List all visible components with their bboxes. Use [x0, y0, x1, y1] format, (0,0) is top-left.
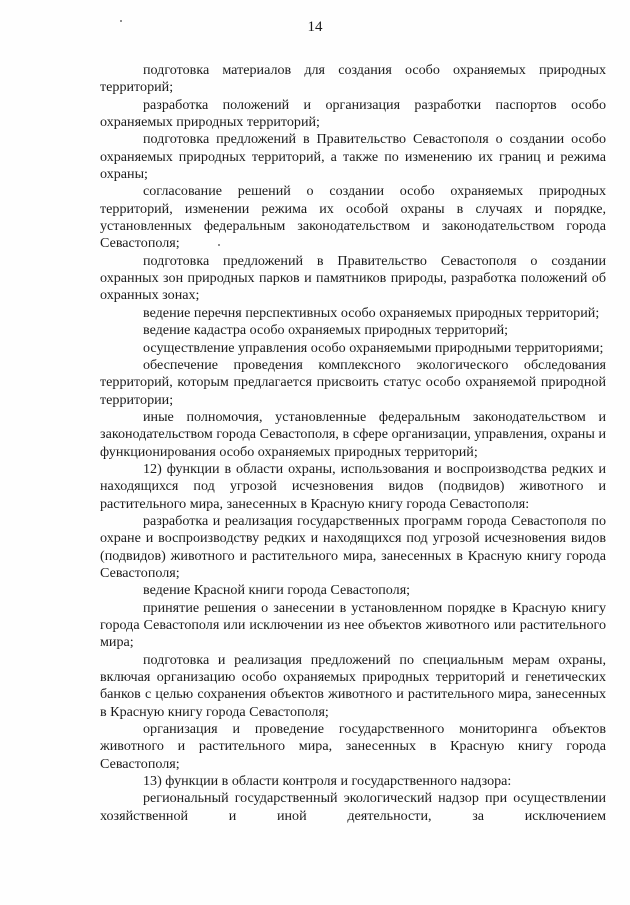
- document-body: [100, 62, 606, 825]
- paragraph: подготовка предложений в Правительство Севастополя о создании особо охраняемых природных территорий, а также по изменению их границ и режима охраны;: [100, 131, 606, 183]
- paragraph: осуществление управления особо охраняемыми природными территориями;: [143, 339, 604, 356]
- paragraph: разработка и реализация государственных программ города Севастополя по охране и воспроизводству редких и находящихся под угрозой исчезновения видов (подвидов) животного и растительного мира, занесенных в Красную книгу города Севастополя;: [100, 512, 606, 581]
- paragraph: принятие решения о занесении в установленном порядке в Красную книгу города Севастополя или исключении из нее объектов животного или растительного мира;: [100, 599, 606, 651]
- scan-speck: [120, 20, 122, 22]
- paragraph: организация и проведение государственного мониторинга объектов животного и растительного мира, занесенных в Красную книгу города Севастополя;: [100, 721, 606, 772]
- paragraph: ведение Красной книги города Севастополя;: [143, 582, 411, 599]
- page-number: 14: [307, 19, 323, 35]
- paragraph: ведение перечня перспективных особо охраняемых природных территорий;: [143, 304, 600, 321]
- paragraph: разработка положений и организация разработки паспортов особо охраняемых природных территорий;: [100, 96, 606, 131]
- paragraph: 13) функции в области контроля и государственного надзора:: [143, 773, 512, 790]
- paragraph: региональный государственный экологический надзор при осуществлении хозяйственной и иной деятельности, за исключением: [100, 790, 606, 824]
- paragraph: согласование решений о создании особо охраняемых природных территорий, изменении режима их особой охраны в случаях и порядке, установленных федеральным законодательством и законодательством города Севастополя;: [100, 183, 606, 252]
- paragraph: обеспечение проведения комплексного экологического обследования территорий, которым предлагается присвоить статус особо охраняемой природной территории;: [100, 356, 606, 408]
- paragraph: 12) функции в области охраны, использования и воспроизводства редких и находящихся под угрозой исчезновения видов (подвидов) животного и растительного мира, занесенных в Красную книгу города Севастополя:: [100, 460, 606, 512]
- paragraph: подготовка предложений в Правительство Севастополя о создании охранных зон природных парков и памятников природы, разработка положений об охранных зонах;: [100, 252, 606, 304]
- paragraph: иные полномочия, установленные федеральным законодательством и законодательством города Севастополя, в сфере организации, управления, охраны и функционирования особо охраняемых природных территорий;: [100, 408, 606, 460]
- paragraph: ведение кадастра особо охраняемых природных территорий;: [143, 322, 509, 339]
- paragraph: подготовка материалов для создания особо охраняемых природных территорий;: [100, 62, 606, 96]
- paragraph: подготовка и реализация предложений по специальным мерам охраны, включая организацию особо охраняемых природных территорий и генетических банков с целью сохранения объектов животного и растительного мира, занесенных в Красную книгу города Севастополя;: [100, 651, 606, 720]
